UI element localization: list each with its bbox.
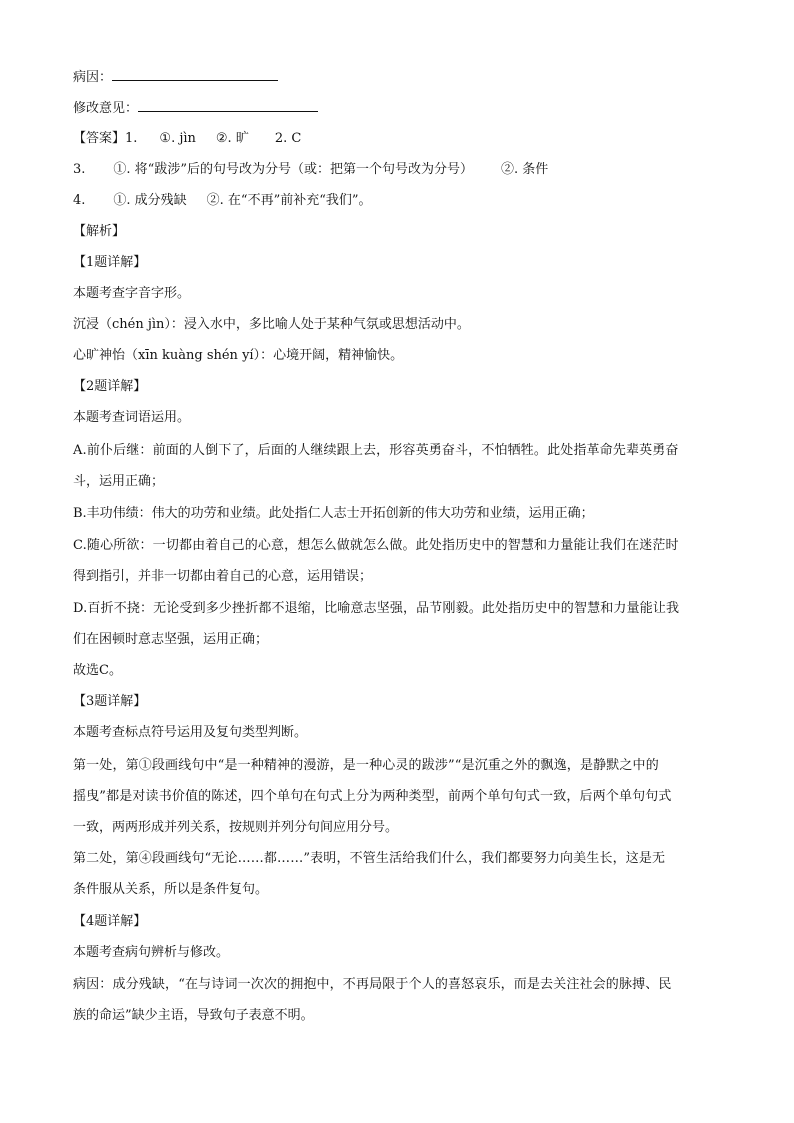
text-line: 第一处，第①段画线句中“是一种精神的漫游，是一种心灵的跋涉”“是沉重之外的飘逸，是静默之中的 [73,758,659,773]
answer-heading: 【答案】 [73,131,126,146]
analysis-heading: 【解析】 [73,224,126,239]
text-line: 本题考查字音字形。 [73,286,191,301]
text-line: 病因：成分残缺，“在与诗词一次次的拥抱中，不再局限于个人的喜怒哀乐，而是去关注社会的脉搏、民 [73,977,672,992]
q1-heading: 【1题详解】 [73,255,147,270]
text-line: A.前仆后继：前面的人倒下了，后面的人继续跟上去，形容英勇奋斗，不怕牺牲。此处指革命先辈英勇奋 [73,443,679,458]
q3-heading: 【3题详解】 [73,694,147,709]
text-line: 心旷神怡（xīn kuàng shén yí）：心境开阔，精神愉快。 [73,348,404,363]
text-line: 本题考查病句辨析与修改。 [73,945,230,960]
answer-4-option-1: ①. 成分残缺 [113,193,187,208]
text-line: 故选C。 [73,663,122,678]
text-line: 族的命运”缺少主语，导致句子表意不明。 [73,1008,314,1023]
answer-line-4 [73,192,723,210]
text-line: 沉浸（chén jìn）：浸入水中，多比喻人处于某种气氛或思想活动中。 [73,317,470,332]
cause-blank [112,68,278,81]
text-line: 条件服从关系，所以是条件复句。 [73,882,269,897]
cause-label: 病因： [73,70,113,85]
answer-4-number: 4. [73,193,86,208]
revision-label: 修改意见： [73,101,139,116]
cause-line [73,68,723,87]
answer-3-option-2: ②. 条件 [500,162,549,177]
answer-1-option-1: ①. jìn [159,131,196,146]
answer-line-3 [73,161,723,179]
text-line: 们在困顿时意志坚强，运用正确； [73,632,269,647]
revision-blank [138,99,318,112]
text-line: B.丰功伟绩：伟大的功劳和业绩。此处指仁人志士开拓创新的伟大功劳和业绩，运用正确； [73,506,594,521]
answer-4-option-2: ②. 在“不再”前补充“我们”。 [206,193,372,208]
answer-3-option-1: ①. 将“跋涉”后的句号改为分号（或：把第一个句号改为分号） [113,162,473,177]
answer-1-number: 1. [125,131,138,146]
text-line: 第二处，第④段画线句“无论……都……”表明，不管生活给我们什么，我们都要努力向美生长，这是无 [73,851,666,866]
text-line: 得到指引，并非一切都由着自己的心意，运用错误； [73,569,373,584]
text-line: 本题考查词语运用。 [73,410,191,425]
text-line: 斗，运用正确； [73,474,165,489]
text-line: 本题考查标点符号运用及复句类型判断。 [73,725,308,740]
answer-line-1 [73,130,723,148]
text-line: 一致，两两形成并列关系，按规则并列分句间应用分号。 [73,820,399,835]
revision-line [73,99,723,118]
q4-heading: 【4题详解】 [73,914,147,929]
answer-1-option-2: ②. 旷 [215,131,249,146]
text-line: 摇曳”都是对读书价值的陈述，四个单句在句式上分为两种类型，前两个单句句式一致，后两个单句句式 [73,789,672,804]
answer-3-number: 3. [73,162,86,177]
q2-heading: 【2题详解】 [73,379,147,394]
text-line: D.百折不挠：无论受到多少挫折都不退缩，比喻意志坚强，品节刚毅。此处指历史中的智慧和力量能让我 [73,601,680,616]
text-line: C.随心所欲：一切都由着自己的心意，想怎么做就怎么做。此处指历史中的智慧和力量能让我们在迷茫时 [73,538,679,553]
answer-2: 2. C [274,131,302,146]
